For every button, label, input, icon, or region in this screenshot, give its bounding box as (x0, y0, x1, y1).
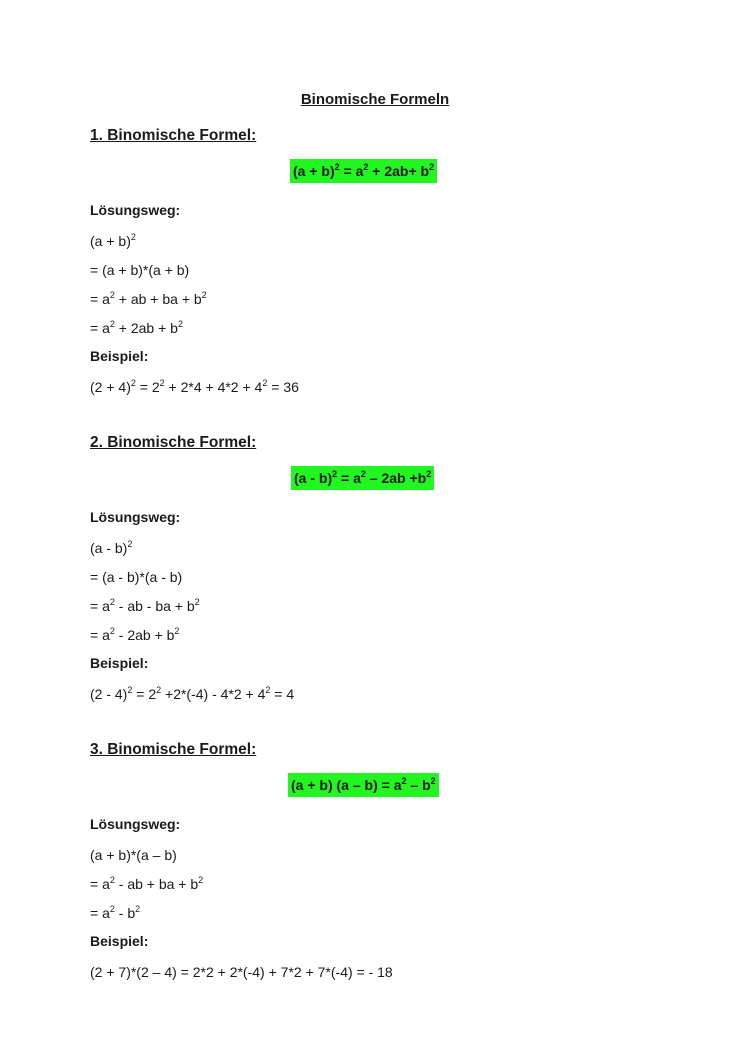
section-heading: 2. Binomische Formel: (90, 434, 257, 451)
section-binomial-1 (90, 125, 670, 402)
step-line: (a - b)$^2$ (90, 539, 133, 556)
steps-label: Lösungsweg: (90, 202, 181, 218)
section-binomial-3 (90, 739, 670, 987)
example-label: Beispiel: (90, 655, 149, 671)
step-line: = $a^2 - 2ab + b^2$ (90, 626, 180, 643)
section-heading: 3. Binomische Formel: (90, 741, 257, 758)
example-line: $(2 - 4)^2 = 2^2 +2*(-4) - 4*2 + 4^2 = 4$ (90, 685, 295, 702)
steps-label: Lösungsweg: (90, 509, 181, 525)
document-title: Binomische Formeln (300, 91, 450, 108)
section-binomial-2 (90, 432, 670, 709)
highlighted-formula: (a + b) $(a - b) = a^2 - b^2$ (288, 773, 439, 797)
step-line: $(a + b)^2$ (90, 232, 136, 249)
step-line: = $a^2$ + ab + ba + $b^2$ (90, 290, 207, 307)
step-line: = (a + b)*(a + b) (90, 262, 190, 278)
step-line: = $a^2 - b^2$ (90, 904, 141, 921)
step-line: = $a^2$ - ab - ba + $b^2$ (90, 597, 200, 614)
steps-label: Lösungsweg: (90, 816, 181, 832)
example-label: Beispiel: (90, 933, 149, 949)
example-line: (2 + 7)*(2 – 4) = 2*2 + 2*(-4) + 7*2 + 7*(-4) = - 18 (90, 964, 393, 980)
example-label: Beispiel: (90, 348, 149, 364)
section-heading: 1. Binomische Formel: (90, 127, 257, 144)
step-line: (a + b)*(a – b) (90, 847, 177, 863)
step-line: = $a^2 + 2ab + b^2$ (90, 319, 183, 336)
step-line: = $a^2$ - ab + ba + $b^2$ (90, 875, 204, 892)
highlighted-formula: $(a + b)^2 = a^2 + 2ab+ b^2$ (290, 159, 437, 183)
example-line: $(2 + 4)^2 = 2^2 + 2*4 + 4*2 + 4^2 = 36$ (90, 378, 299, 395)
highlighted-formula: $(a - b)^2 = a^2 - 2ab +b^2$ (291, 466, 434, 490)
step-line: = (a - b)*(a - b) (90, 569, 183, 585)
